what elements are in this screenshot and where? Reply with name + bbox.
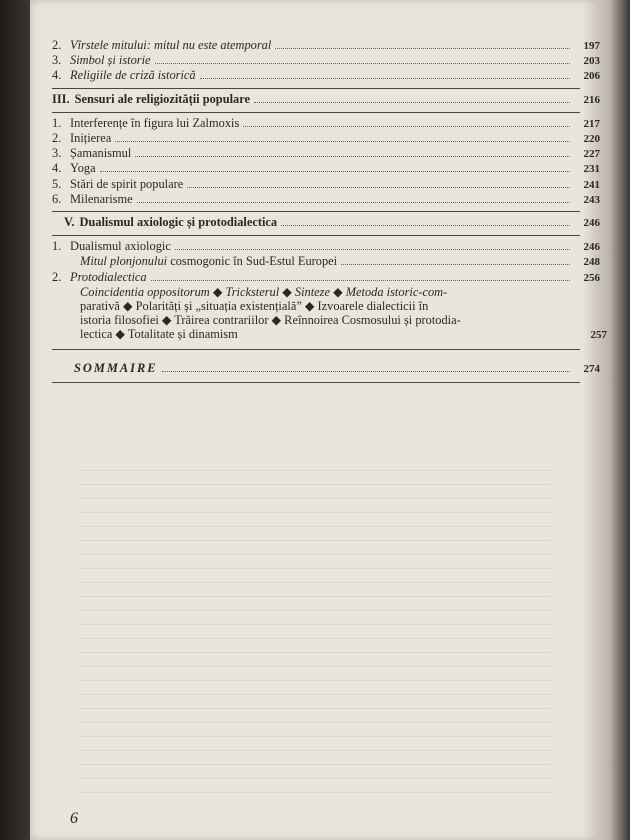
toc-entry-page: 220 [583, 133, 600, 146]
toc-entry-page: 243 [583, 193, 600, 206]
toc-entry: 6. Milenarisme 243 [52, 191, 600, 206]
toc-entry-page: 248 [583, 256, 600, 269]
toc-entry-title: Milenarisme [70, 191, 133, 206]
toc-entry: 5. Stări de spirit populare 241 [52, 176, 600, 191]
toc-entry-title: Simbol și istorie [70, 53, 151, 68]
toc-entry-title: Interferențe în figura lui Zalmoxis [70, 115, 240, 130]
toc-entry-title: SOMMAIRE [74, 360, 158, 375]
toc-entry: 2. Inițierea 220 [52, 131, 600, 146]
toc-section: III. Sensuri ale religiozității populare 216 [52, 91, 600, 106]
table-of-contents [52, 38, 607, 386]
toc-entry-title: Yoga [70, 161, 96, 176]
toc-entry-title: Inițierea [70, 131, 112, 146]
toc-entry-title: Stări de spirit populare [70, 176, 184, 191]
divider [52, 235, 580, 236]
toc-section-title: Dualismul axiologic și protodialectica [79, 215, 278, 230]
toc-entry-title: Dualismul axiologic [70, 239, 171, 254]
toc-entry-page: 217 [583, 117, 600, 130]
toc-entry: 1. Interferențe în figura lui Zalmoxis 217 [52, 115, 600, 130]
toc-subentry: Mitul plonjonului cosmogonic în Sud-Estul Europei 248 [80, 254, 600, 269]
page-number: 6 [70, 810, 78, 827]
toc-subtopics: Coincidentia oppositorum ◆ Tricksterul ◆ Sinteze ◆ Metoda istoric-com- parativă ◆ Polarități și „situația existențială” ◆ Izvoarele dialecticii în istoria filosofiei ◆ Trăirea contrariilor ◆ Reînnoirea Cosmosului și protodia- lectica ◆ Totalitate și dinamism 257 [80, 284, 607, 342]
toc-entry-title: Religiile de criză istorică [70, 68, 196, 83]
divider [52, 211, 580, 212]
toc-entry-title: Vîrstele mitului: mitul nu este atemporal [70, 38, 272, 52]
toc-entry-page: 241 [583, 178, 600, 191]
toc-entry: 2. Vîrstele mitului: mitul nu este atemporal 197 [52, 38, 600, 52]
toc-entry: 2. Protodialectica 256 [52, 269, 600, 284]
toc-entry-page: 227 [583, 148, 600, 161]
toc-entry: 3. Șamanismul 227 [52, 146, 600, 161]
toc-entry-title: Protodialectica [70, 269, 147, 284]
toc-entry: 3. Simbol și istorie 203 [52, 53, 600, 68]
toc-section-page: 216 [583, 93, 600, 106]
bleed-through-text [80, 470, 550, 800]
divider [52, 349, 580, 350]
toc-entry-page: 231 [583, 163, 600, 176]
toc-entry-page: 274 [583, 362, 600, 375]
toc-entry: 4. Yoga 231 [52, 161, 600, 176]
toc-entry: 4. Religiile de criză istorică 206 [52, 68, 600, 83]
toc-section: V. Dualismul axiologic și protodialectica 246 [64, 215, 600, 230]
divider [52, 88, 580, 89]
toc-entry-page: 203 [583, 55, 600, 68]
divider [52, 112, 580, 113]
toc-entry-sommaire [52, 361, 600, 376]
toc-entry: 1. Dualismul axiologic 246 [52, 239, 600, 254]
toc-entry-page: 197 [583, 40, 600, 52]
toc-entry-page: 206 [583, 70, 600, 83]
toc-entry-page: 256 [583, 271, 600, 284]
divider [52, 382, 580, 383]
toc-entry-title: Șamanismul [70, 146, 132, 161]
toc-section-page: 246 [583, 217, 600, 230]
toc-entry-page: 257 [590, 329, 607, 342]
toc-section-title: Sensuri ale religiozității populare [74, 91, 250, 106]
book-gutter [0, 0, 30, 840]
toc-entry-page: 246 [583, 241, 600, 254]
page-edge [596, 0, 630, 840]
